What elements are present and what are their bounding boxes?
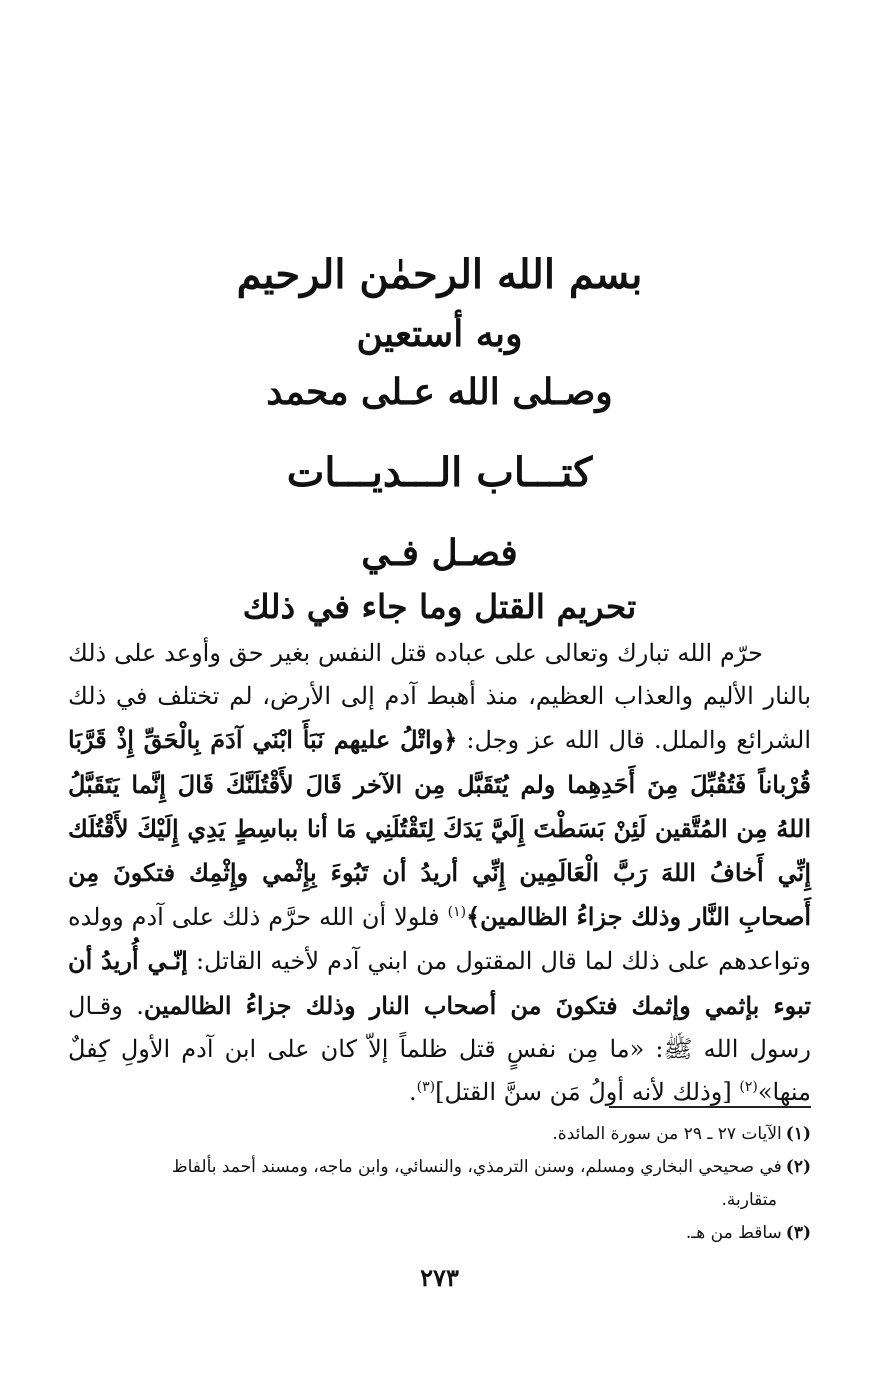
footnotes	[68, 1118, 811, 1250]
footnote-ref: (٢)	[739, 1079, 758, 1096]
footnote-separator	[609, 1106, 811, 1108]
page-headings	[0, 245, 879, 635]
page-number: ٢٧٣	[420, 1263, 459, 1292]
text-run: فلولا أن الله حرَّم ذلك على آدم وولده وتواعدهم على ذلك لما قال المقتول من ابني آدم لأخيه القاتل:	[68, 903, 811, 976]
text-run: . وقـال رسول الله ﷺ: «ما مِن نفسٍ قتل ظلماً إلاّ كان على ابن آدم الأولِ كِفلٌ منها»	[68, 991, 811, 1107]
salutation-line: وصـلى الله عـلى محمد	[266, 371, 613, 413]
footnote	[68, 1118, 811, 1151]
basmala: بسم الله الرحمٰن الرحيم	[236, 251, 643, 298]
chapter-subtitle: تحريم القتل وما جاء في ذلك	[242, 587, 637, 626]
book-title: كتـــاب الـــديـــات	[286, 449, 593, 496]
footnote-number: (٣)	[785, 1223, 811, 1243]
main-text	[68, 632, 811, 1114]
quran-verse: ﴿واتْلُ عليهم نَبَأَ ابْنَي آدَمَ بِالْحَقِّ إِذْ قَرَّبَا قُرْباناً فَتُقُبِّلَ مِنَ أَحَدِهِما ولم يُتَقَبَّل مِن الآخر قَالَ لأَقْتُلَنَّكَ قَالَ إِنَّما يَتَقَبَّلُ اللهُ مِن المُتَّقين لَئِنْ بَسَطْتَ إِلَيَّ يَدَكَ لِتَقْتُلَنِي مَا أنا بباسِطٍ يَدِي إِلَيْكَ لأَقْتُلَك إِنِّي أَخافُ اللهَ رَبَّ الْعَالَمِين إِنِّي أريدُ أن تَبُوءَ بِإِثْمي وإِثْمِك فتكونَ مِن أَصحابِ النَّار وذلك جزاءُ الظالمين﴾	[68, 725, 811, 932]
footnote-number: (١)	[785, 1124, 811, 1144]
paragraph	[68, 632, 811, 1114]
footnote-ref: (٣)	[416, 1079, 436, 1096]
quran-verse: إنّـي أُريدُ أن تبوء بإثمي وإثمك فتكونَ من أصحاب النار وذلك جزاءُ الظالمين	[68, 946, 812, 1020]
footnote-continuation: متقاربة.	[721, 1190, 777, 1210]
footnote-ref: (١)	[447, 904, 467, 921]
footnote	[68, 1151, 811, 1184]
footnote-text: ساقط من هـ.	[685, 1223, 782, 1243]
footnote-text: الآيات ٢٧ ـ ٢٩ من سورة المائدة.	[552, 1124, 782, 1144]
chapter-title: فصـل فـي	[361, 532, 518, 574]
text-run: .	[408, 1078, 417, 1107]
text-run: حرّم الله تبارك وتعالى على عباده قتل النفس بغير حق وأوعد على ذلك بالنار الأليم والعذاب العظيم، منذ أهبط آدم إلى الأرض، لم تختلف في ذلك الشرائع والملل. قال الله عز وجل:	[68, 639, 811, 755]
footnote	[68, 1217, 811, 1250]
invocation-line: وبه أستعين	[356, 313, 523, 355]
footnote-number: (٢)	[785, 1157, 811, 1177]
footnote-text: في صحيحي البخاري ومسلم، وسنن الترمذي، والنسائي، وابن ماجه، ومسند أحمد بألفاظ	[171, 1157, 782, 1177]
text-run: [وذلك لأنه أولُ مَن سنَّ القتل]	[435, 1078, 740, 1107]
